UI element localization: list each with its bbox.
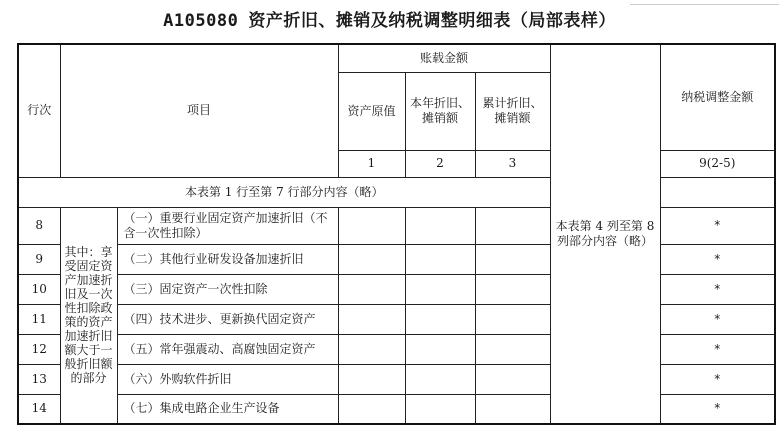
cell-col3	[475, 274, 550, 304]
page-title	[0, 6, 779, 31]
cell-col3	[475, 394, 550, 424]
cell-col3	[475, 364, 550, 394]
cell-col3	[475, 304, 550, 334]
header-n9: 9(2-5)	[660, 150, 775, 177]
form-title: 资产折旧、摊销及纳税调整明细表（局部表样）	[248, 11, 616, 31]
cell-tax: *	[660, 334, 775, 364]
cell-col1	[338, 304, 405, 334]
omitted-rows-note: 本表第 1 行至第 7 行部分内容（略）	[18, 177, 550, 207]
cell-col1	[338, 334, 405, 364]
cell-col2	[405, 394, 475, 424]
cell-col1	[338, 244, 405, 274]
table-row	[18, 304, 775, 334]
header-tax-adjust: 纳税调整金额	[660, 44, 775, 150]
cell-col1	[338, 274, 405, 304]
row-label: （一）重要行业固定资产加速折旧（不含一次性扣除）	[117, 207, 338, 244]
header-n2: 2	[405, 150, 475, 177]
header-col1: 资产原值	[338, 72, 405, 150]
middle-omitted-note	[550, 44, 660, 424]
row-no: 9	[18, 244, 60, 274]
form-code: A105080	[163, 11, 239, 31]
header-item: 项目	[60, 44, 338, 177]
group-label: 其中：享受固定资产加速折旧及一次性扣除政策的资产加速折旧额大于一般折旧额的部分	[60, 207, 117, 424]
row-no: 12	[18, 334, 60, 364]
row-no: 10	[18, 274, 60, 304]
omitted-rows-tax	[660, 177, 775, 207]
header-book-amount: 账载金额	[338, 44, 550, 72]
table-row	[18, 244, 775, 274]
table-row	[18, 207, 775, 244]
row-label: （七）集成电路企业生产设备	[117, 394, 338, 424]
cell-tax: *	[660, 304, 775, 334]
cell-col2	[405, 334, 475, 364]
cell-col2	[405, 244, 475, 274]
cell-col2	[405, 207, 475, 244]
header-col3: 累计折旧、摊销额	[475, 72, 550, 150]
cell-tax: *	[660, 207, 775, 244]
cell-col1	[338, 394, 405, 424]
cell-tax: *	[660, 244, 775, 274]
cell-tax: *	[660, 394, 775, 424]
cell-col3	[475, 244, 550, 274]
header-col2: 本年折旧、摊销额	[405, 72, 475, 150]
cell-tax: *	[660, 274, 775, 304]
cell-col2	[405, 274, 475, 304]
cell-col1	[338, 364, 405, 394]
row-label: （三）固定资产一次性扣除	[117, 274, 338, 304]
cell-col1	[338, 207, 405, 244]
table-row	[18, 364, 775, 394]
adjustment-table	[17, 43, 776, 425]
row-no: 14	[18, 394, 60, 424]
table-row	[18, 334, 775, 364]
cell-col2	[405, 364, 475, 394]
row-no: 8	[18, 207, 60, 244]
cell-col3	[475, 334, 550, 364]
header-n1: 1	[338, 150, 405, 177]
row-no: 11	[18, 304, 60, 334]
row-label: （六）外购软件折旧	[117, 364, 338, 394]
middle-omitted-note-text: 本表第 4 列至第 8 列部分内容（略）	[555, 219, 655, 248]
cell-tax: *	[660, 364, 775, 394]
row-no: 13	[18, 364, 60, 394]
top-edge-line	[630, 0, 779, 5]
row-label: （四）技术进步、更新换代固定资产	[117, 304, 338, 334]
header-n3: 3	[475, 150, 550, 177]
cell-col3	[475, 207, 550, 244]
row-label: （二）其他行业研发设备加速折旧	[117, 244, 338, 274]
row-label: （五）常年强震动、高腐蚀固定资产	[117, 334, 338, 364]
table-row	[18, 274, 775, 304]
header-row-no: 行次	[18, 44, 60, 177]
table-row	[18, 394, 775, 424]
cell-col2	[405, 304, 475, 334]
